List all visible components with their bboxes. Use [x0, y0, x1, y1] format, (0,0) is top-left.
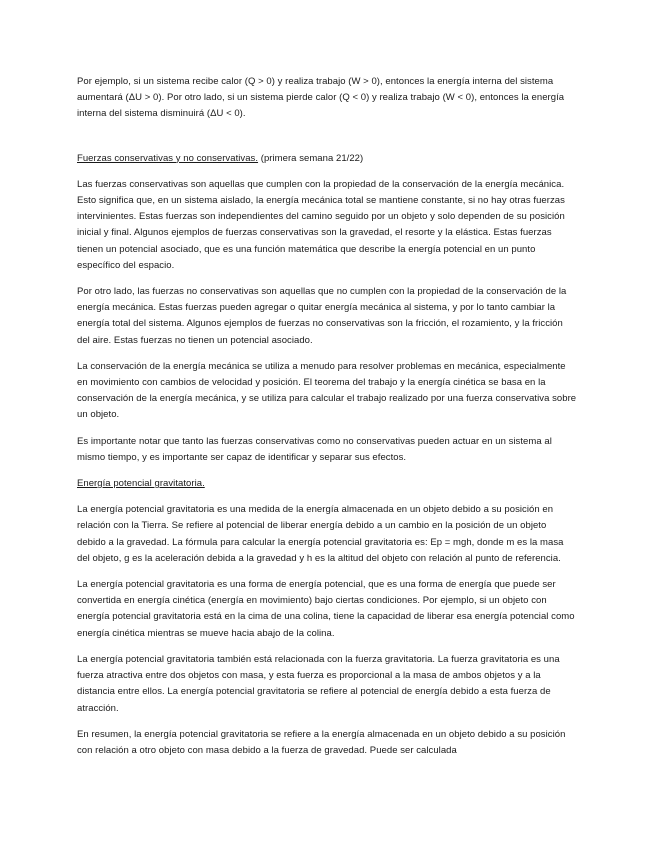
body-paragraph: En resumen, la energía potencial gravitatoria se refiere a la energía almacenada en un objeto debido a su posición con relación a otro objeto con masa debido a la fuerza de gravedad. Puede ser calculada — [77, 728, 566, 756]
section-title: Energía potencial gravitatoria. — [77, 478, 205, 490]
body-paragraph: La conservación de la energía mecánica se utiliza a menudo para resolver problemas en mecánica, especialmente en movimiento con cambios de velocidad y posición. El teorema del trabajo y la energía cinética se basa en la conservación de la energía mecánica, y se utiliza para calcular el trabajo realizado por una fuerza conservativa sobre un objeto. — [77, 360, 577, 421]
section-title: Fuerzas conservativas y no conservativas. — [77, 152, 259, 164]
intro-paragraph: Por ejemplo, si un sistema recibe calor (Q > 0) y realiza trabajo (W > 0), entonces la energía interna del sistema aumentará (ΔU > 0). Por otro lado, si un sistema pierde calor (Q < 0) y realiza trabajo (W < 0), entonces la energía interna del sistema disminuirá (ΔU < 0). — [77, 76, 565, 120]
body-paragraph: Por otro lado, las fuerzas no conservativas son aquellas que no cumplen con la propiedad de la conservación de la energía mecánica. Estas fuerzas pueden agregar o quitar energía mecánica al sistema, y por lo tanto cambiar la energía total del sistema. Algunos ejemplos de fuerzas no conservativas son la fricción, el rozamiento, y la fricción del aire. Estas fuerzas no tienen un potencial asociado. — [77, 286, 567, 346]
body-paragraph: La energía potencial gravitatoria también está relacionada con la fuerza gravitatoria. La fuerza gravitatoria es una fuerza atractiva entre dos objetos con masa, y esta fuerza es proporcional a la masa de ambos objetos y a la distancia entre ellos. La energía potencial gravitatoria se refiere al potencial de energía debido a esta fuerza de atracción. — [77, 653, 560, 714]
section-heading-conservative-forces — [77, 151, 577, 167]
body-paragraph: Es importante notar que tanto las fuerzas conservativas como no conservativas pueden actuar en un sistema al mismo tiempo, y es importante ser capaz de identificar y separar sus efectos. — [77, 435, 552, 463]
body-paragraph: La energía potencial gravitatoria es una medida de la energía almacenada en un objeto debido a su posición en relación con la Tierra. Se refiere al potencial de liberar energía debido a un cambio en la posición de un objeto debido a la gravedad. La fórmula para calcular la energía potencial gravitatoria es: Ep = mgh, donde m es la masa del objeto, g es la aceleración debida a la gravedad y h es la altitud del objeto con relación al punto de referencia. — [77, 504, 564, 564]
section-heading-gravitational-potential-energy — [77, 476, 577, 492]
body-paragraph: La energía potencial gravitatoria es una forma de energía potencial, que es una forma de energía que puede ser convertida en energía cinética (energía en movimiento) bajo ciertas condiciones. Por ejemplo, si un objeto con energía potencial gravitatoria está en la cima de una colina, tiene la capacidad de liberar esa energía potencial como energía cinética mientras se mueve hacia abajo de la colina. — [77, 579, 575, 639]
body-paragraph: Las fuerzas conservativas son aquellas que cumplen con la propiedad de la conservación de la energía mecánica. Esto significa que, en un sistema aislado, la energía mecánica total se mantiene constante, si no hay otras fuerzas intervinientes. Estas fuerzas son independientes del camino seguido por un objeto y solo dependen de su posición inicial y final. Algunos ejemplos de fuerzas conservativas son la gravedad, el resorte y la elástica. Estas fuerzas tienen un potencial asociado, que es una función matemática que describe la energía potencial en un punto específico del espacio. — [77, 178, 565, 271]
section-note: (primera semana 21/22) — [260, 152, 364, 164]
document-page — [77, 74, 577, 769]
